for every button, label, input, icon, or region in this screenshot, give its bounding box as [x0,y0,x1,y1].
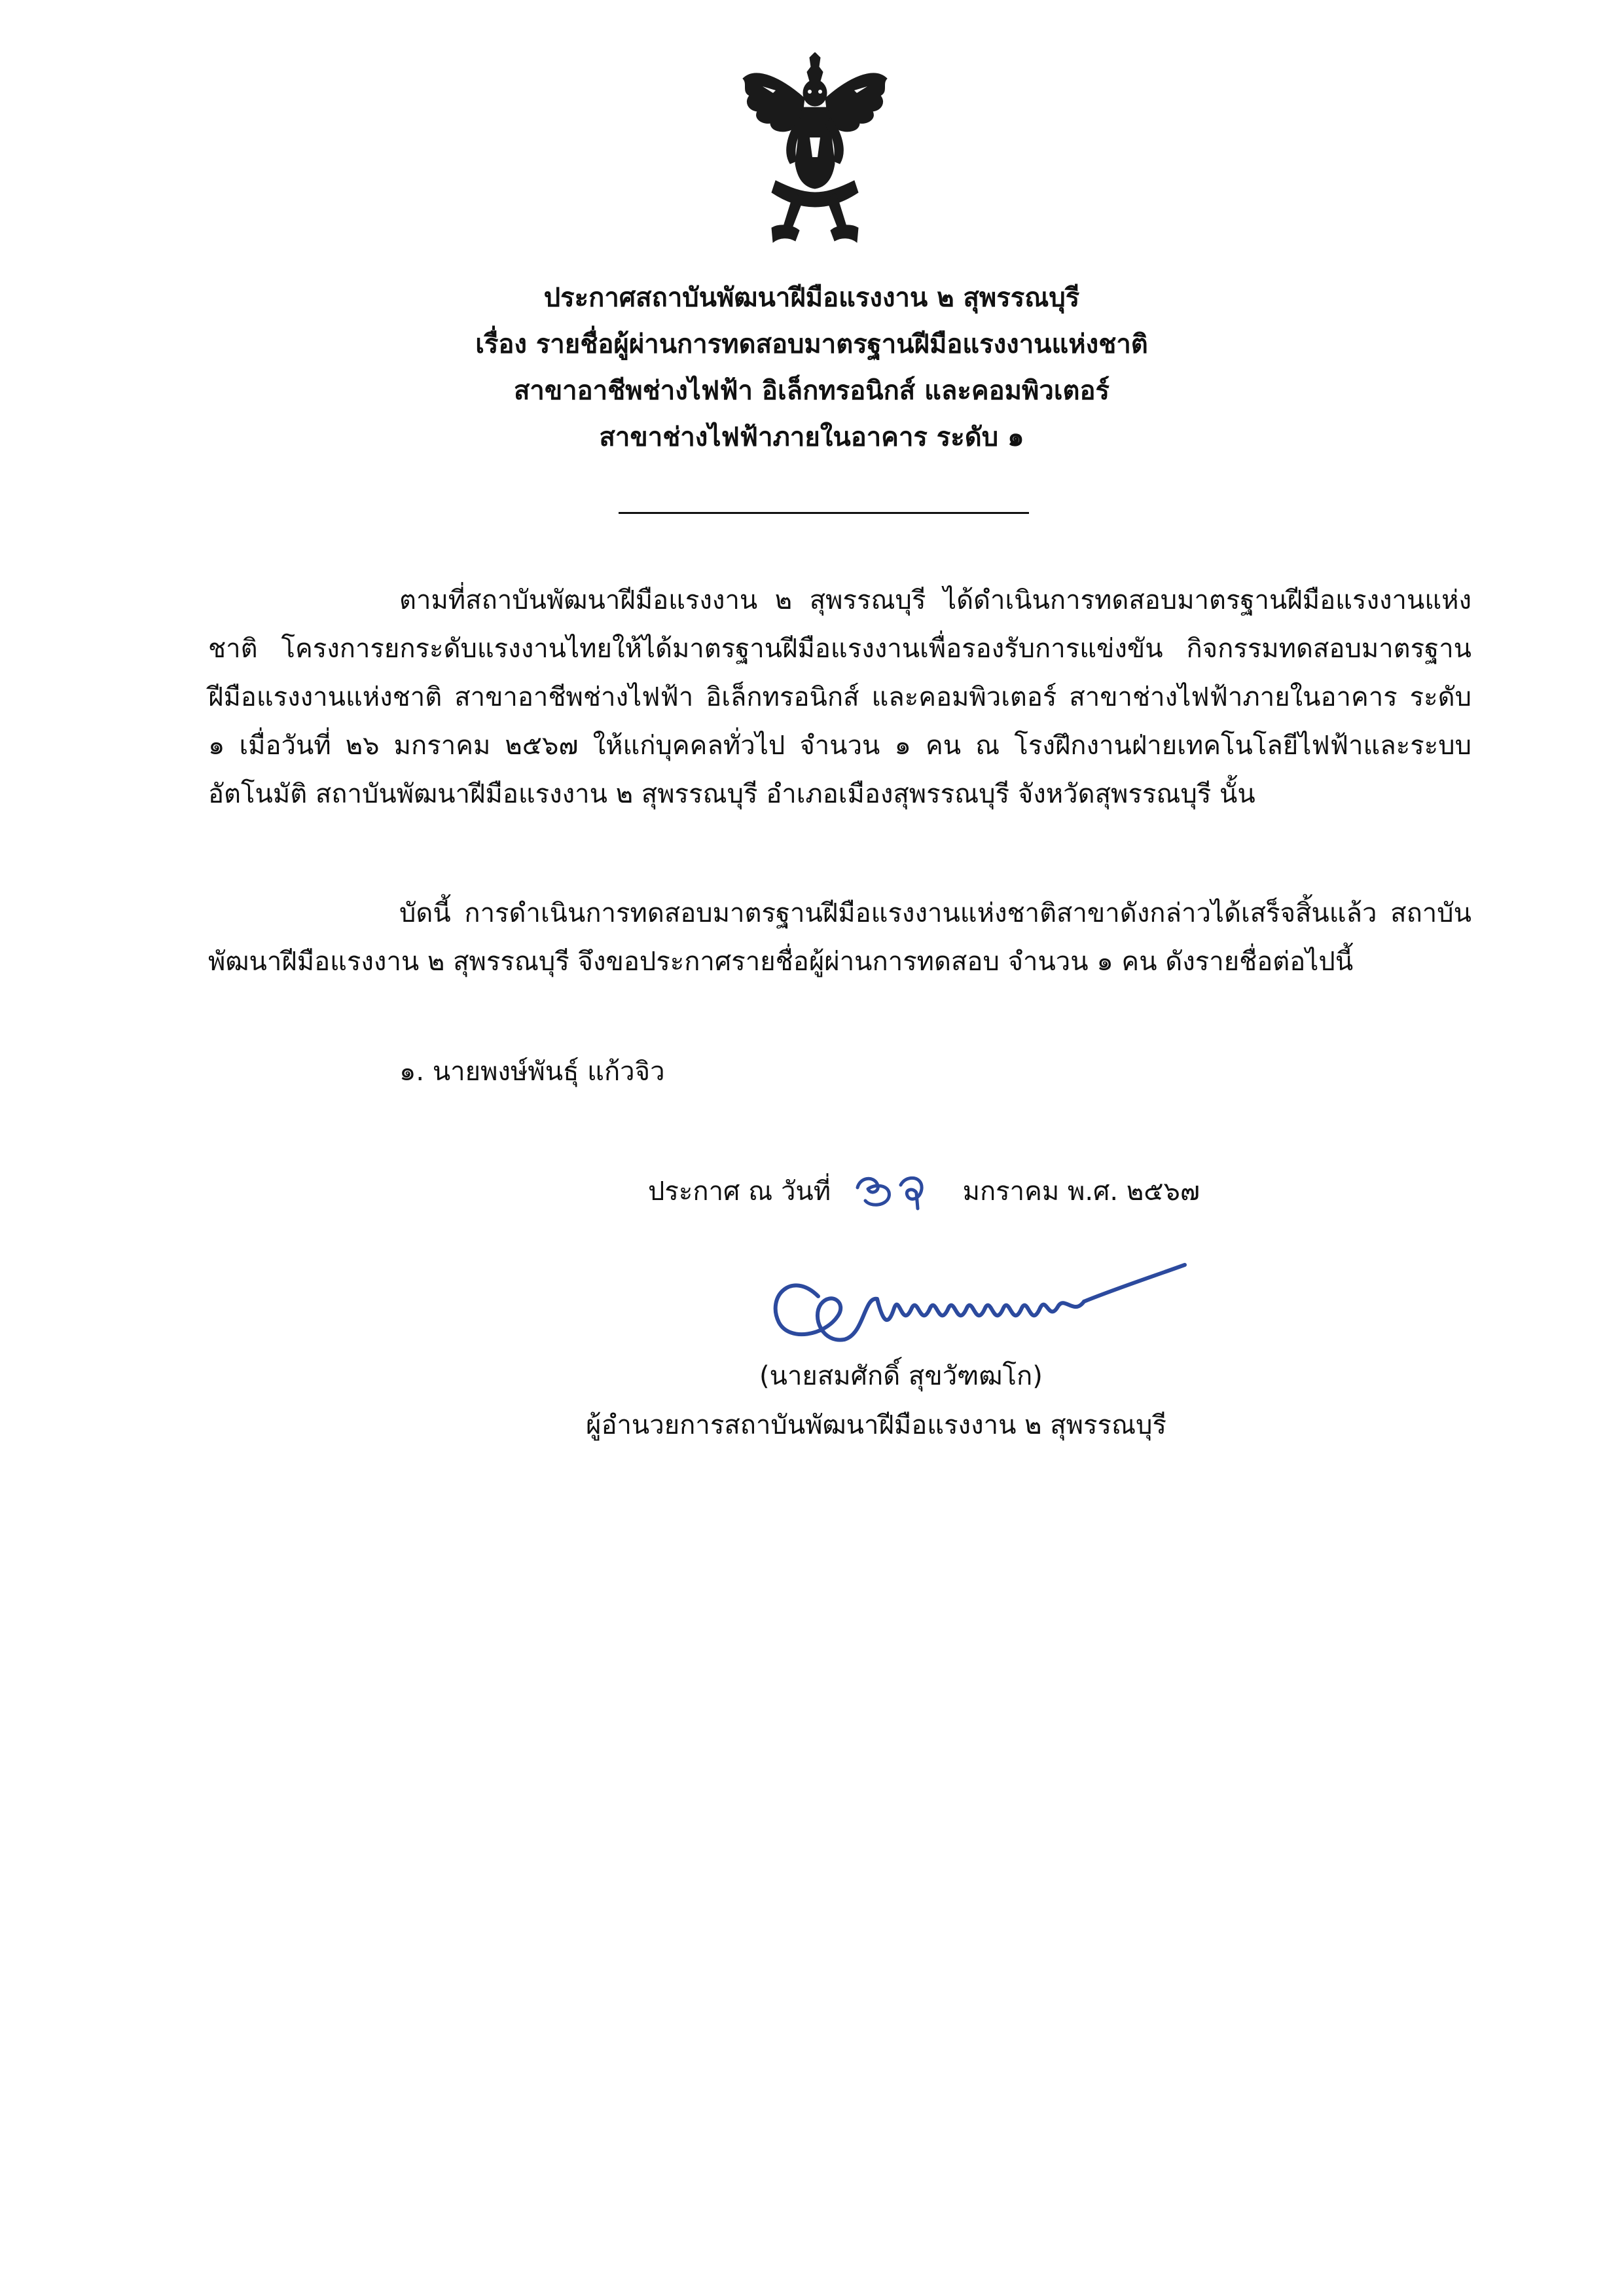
title-line-1: ประกาศสถาบันพัฒนาฝีมือแรงงาน ๒ สุพรรณบุรี [543,283,1080,313]
signatory-name: (นายสมศักดิ์ สุขวัฑฒโก) [759,1361,1043,1391]
title-line-4: สาขาช่างไฟฟ้าภายในอาคาร ระดับ ๑ [599,422,1024,452]
title-divider [619,512,1029,514]
body-paragraph-1: ตามที่สถาบันพัฒนาฝีมือแรงงาน ๒ สุพรรณบุรี ได้ดำเนินการทดสอบมาตรฐานฝีมือแรงงานแห่งชาติ โครงการยกระดับแรงงานไทยให้ได้มาตรฐานฝีมือแรงงานเพื่อรองรับการแข่งขัน กิจกรรมทดสอบมาตรฐานฝีมือแรงงานแห่งชาติ สาขาอาชีพช่างไฟฟ้า อิเล็กทรอนิกส์ และคอมพิวเตอร์ สาขาช่างไฟฟ้าภายในอาคาร ระดับ ๑ เมื่อวันที่ ๒๖ มกราคม ๒๕๖๗ ให้แก่บุคคลทั่วไป จำนวน ๑ คน ณ โรงฝึกงานฝ่ายเทคโนโลยีไฟฟ้าและระบบอัตโนมัติ สถาบันพัฒนาฝีมือแรงงาน ๒ สุพรรณบุรี อำเภอเมืองสุพรรณบุรี จังหวัดสุพรรณบุรี นั้น [208,585,1471,809]
garuda-emblem-icon [736,52,893,249]
passed-list-item: ๑. นายพงษ์พันธุ์ แก้วจิว [399,1057,665,1087]
date-day-handwritten [851,1165,943,1218]
title-line-2: เรื่อง รายชื่อผู้ผ่านการทดสอบมาตรฐานฝีมือแรงงานแห่งชาติ [475,329,1148,359]
announcement-date [648,1164,1200,1216]
date-suffix: มกราคม พ.ศ. ๒๕๖๗ [962,1176,1200,1207]
body-paragraph-2: บัดนี้ การดำเนินการทดสอบมาตรฐานฝีมือแรงงานแห่งชาติสาขาดังกล่าวได้เสร็จสิ้นแล้ว สถาบันพัฒนาฝีมือแรงงาน ๒ สุพรรณบุรี จึงขอประกาศรายชื่อผู้ผ่านการทดสอบ จำนวน ๑ คน ดังรายชื่อต่อไปนี้ [208,898,1471,977]
title-line-3: สาขาอาชีพช่างไฟฟ้า อิเล็กทรอนิกส์ และคอมพิวเตอร์ [513,376,1110,406]
date-prefix: ประกาศ ณ วันที่ [648,1176,831,1207]
signatory-position: ผู้อำนวยการสถาบันพัฒนาฝีมือแรงงาน ๒ สุพรรณบุรี [586,1410,1166,1440]
